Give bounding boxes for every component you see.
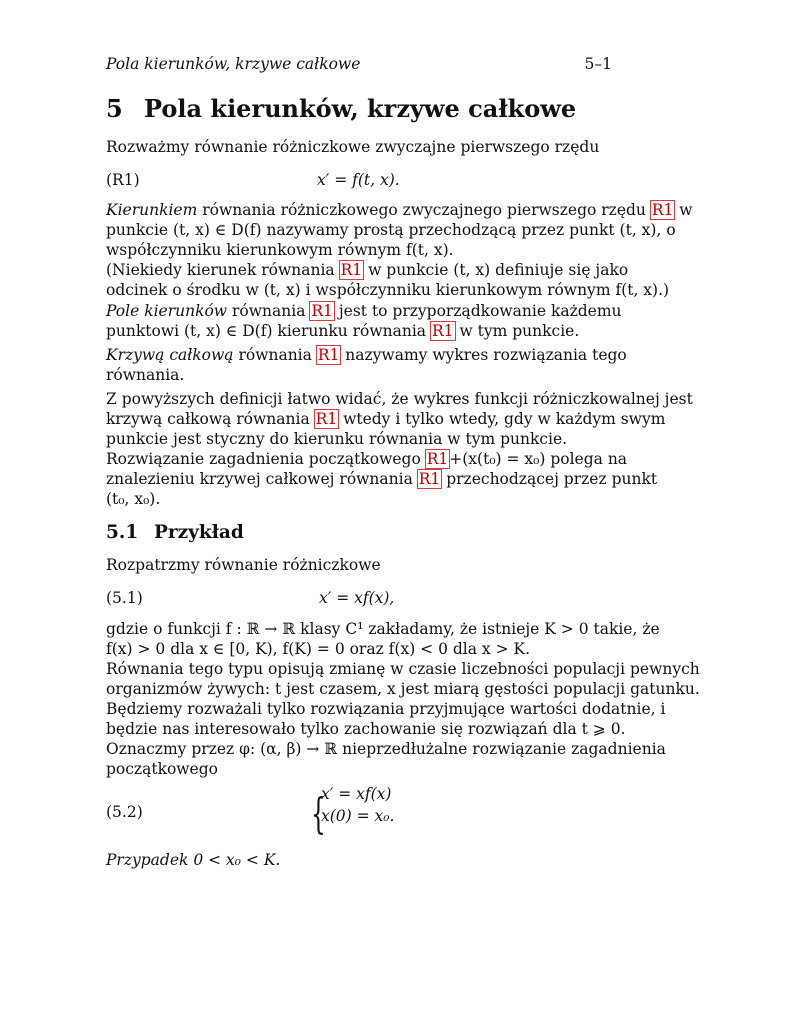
equation-ref-link[interactable]: R1: [431, 322, 454, 340]
defined-term: Pole kierunków: [106, 302, 228, 320]
equation-ref-link[interactable]: R1: [651, 201, 674, 219]
example-intro: Rozpatrzmy równanie różniczkowe: [106, 556, 381, 574]
intro-paragraph: Rozważmy równanie różniczkowe zwyczajne pierwszego rzędu: [106, 138, 600, 156]
page-number: 5–1: [584, 55, 612, 73]
equation-formula: x′ = f(t, x).: [317, 171, 400, 189]
equation-label: (R1): [106, 171, 140, 189]
defined-term: Krzywą całkową: [106, 346, 234, 364]
case-initial-condition: x(0) = x₀.: [321, 807, 395, 825]
section-title: Pola kierunków, krzywe całkowe: [144, 94, 577, 123]
subsection-number: 5.1: [106, 522, 139, 543]
definition-krzywa: Krzywą całkową równania R1 nazywamy wykres rozwiązania tego równania.: [106, 346, 627, 384]
running-title: Pola kierunków, krzywe całkowe: [106, 55, 361, 73]
case-condition: 0 < x₀ < K.: [188, 851, 281, 869]
equation-ref-link[interactable]: R1: [426, 450, 449, 468]
equation-label: (5.2): [106, 803, 143, 821]
section-heading: [106, 94, 576, 123]
equation-ref-link[interactable]: R1: [317, 346, 340, 364]
running-header: [106, 55, 612, 73]
assumptions-paragraph: gdzie o funkcji f : ℝ → ℝ klasy C¹ zakładamy, że istnieje K > 0 takie, że f(x) > 0 dla x ∈ [0, K), f(K) = 0 oraz f(x) < 0 dla x > K. Równania tego typu opisują zmianę w czasie liczebności populacji pewnych organizmów żywych: t jest czasem, x jest miarą gęstości populacji gatunku. Będziemy rozważali tylko rozwiązania przyjmujące wartości dodatnie, i będzie nas interesowało tylko zachowanie się rozwiązań dla t ⩾ 0. Oznaczmy przez φ: (α, β) → ℝ nieprzedłużalne rozwiązanie zagadnienia początkowego: [106, 620, 700, 778]
case-equation: x′ = xf(x): [321, 785, 392, 803]
remark-paragraph: Z powyższych definicji łatwo widać, że wykres funkcji różniczkowalnej jest krzywą całkową równania R1 wtedy i tylko wtedy, gdy w każdym swym punkcie jest styczny do kierunku równania w tym punkcie. Rozwiązanie zagadnienia początkowego R1+(x(t₀) = x₀) polega na znalezieniu krzywej całkowej równania R1 przechodzącej przez punkt (t₀, x₀).: [106, 390, 693, 508]
subsection-heading: [106, 522, 244, 543]
subsection-title: Przykład: [154, 522, 244, 543]
equation-formula: x′ = xf(x),: [319, 589, 395, 607]
definition-pole: Pole kierunków równania R1 jest to przyporządkowanie każdemu punktowi (t, x) ∈ D(f) kierunku równania R1 w tym punkcie.: [106, 302, 622, 340]
equation-5-1: [106, 589, 612, 609]
left-brace-icon: {: [311, 789, 326, 838]
definition-kierunek: Kierunkiem równania różniczkowego zwyczajnego pierwszego rzędu R1 w punkcie (t, x) ∈ D(f) nazywamy prostą przechodzącą przez punkt (t, x), o współczynniku kierunkowym równym f(t, x). (Niekiedy kierunek równania R1 w punkcie (t, x) definiuje się jako odcinek o środku w (t, x) i współczynniku kierunkowym równym f(t, x).): [106, 201, 693, 299]
equation-ref-link[interactable]: R1: [311, 302, 333, 320]
equation-r1: [106, 171, 612, 191]
equation-ref-link[interactable]: R1: [315, 410, 338, 428]
equation-5-2: [106, 785, 612, 841]
equation-label: (5.1): [106, 589, 143, 607]
case-term: Przypadek: [106, 851, 189, 869]
case-heading: [106, 850, 612, 870]
equation-ref-link[interactable]: R1: [418, 470, 441, 488]
equation-ref-link[interactable]: R1: [340, 261, 363, 279]
defined-term: Kierunkiem: [106, 201, 198, 219]
section-number: 5: [106, 94, 123, 123]
document-page: [106, 0, 700, 1024]
